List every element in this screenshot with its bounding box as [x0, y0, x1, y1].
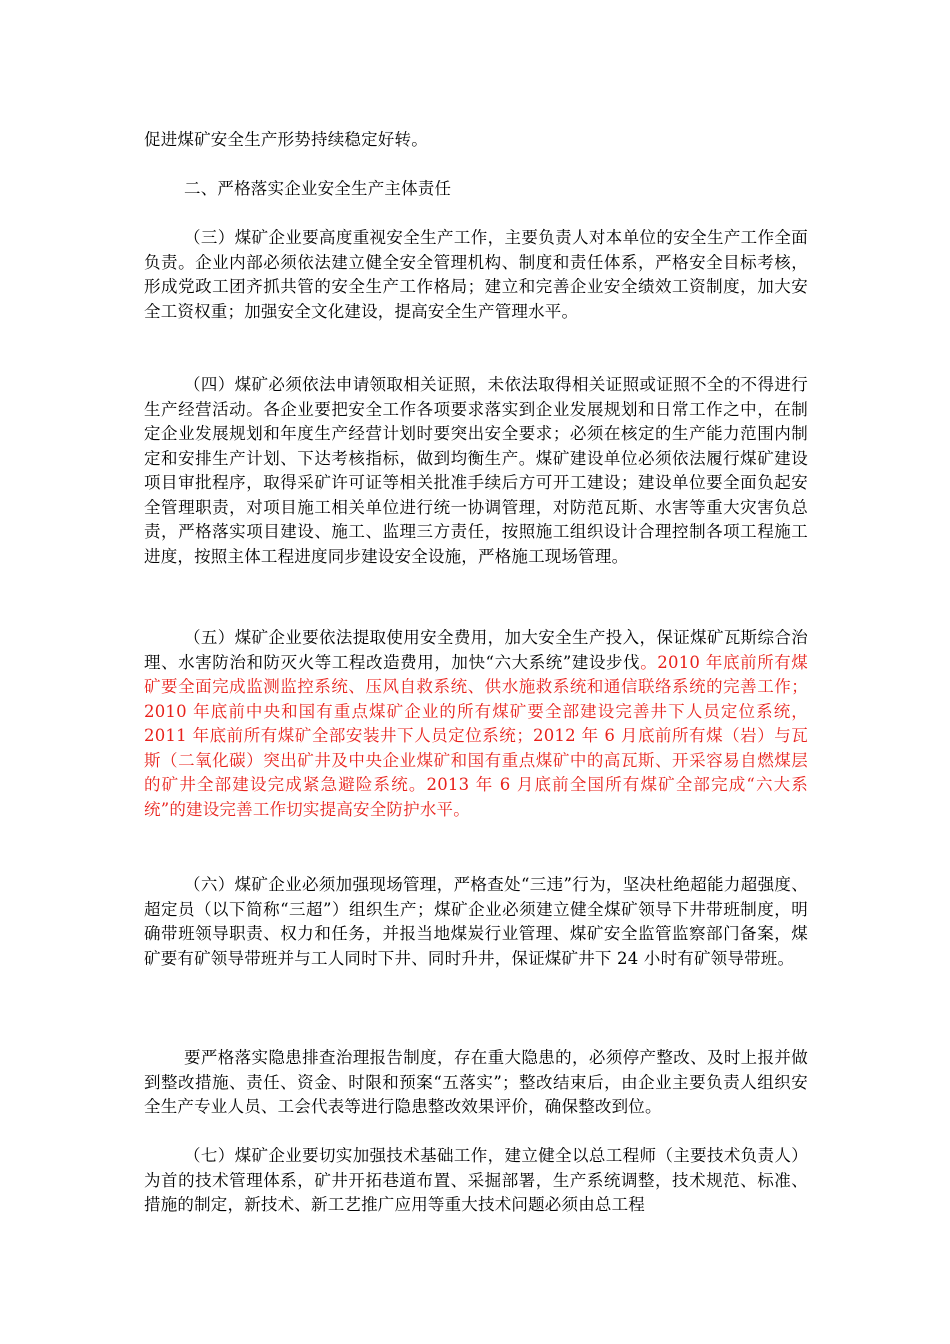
paragraph-item-4	[144, 373, 808, 569]
paragraph-text: （六）煤矿企业必须加强现场管理，严格查处“三违”行为，坚决杜绝超能力超强度、超定员（以下简称“三超”）组织生产；煤矿企业必须建立健全煤矿领导下井带班制度，明确带班领导职责、权力和任务，并报当地煤炭行业管理、煤矿安全监管监察部门备案，煤矿要有矿领导带班并与工人同时下井、同时升井，保证煤矿井下 24 小时有矿领导带班。	[144, 875, 808, 968]
highlighted-text: 。2010 年底前所有煤矿要全面完成监测监控系统、压风自救系统、供水施救系统和通信联络系统的完善工作；2010 年底前中央和国有重点煤矿企业的所有煤矿要全部建设完善井下人员定位系统，2011 年底前所有煤矿全部安装井下人员定位系统；2012 年 6 月底前所有煤（岩）与瓦斯（二氧化碳）突出矿井及中央企业煤矿和国有重点煤矿中的高瓦斯、开采容易自燃煤层的矿井全部建设完成紧急避险系统。2013 年 6 月底前全国所有煤矿全部完成“六大系统”的建设完善工作切实提高安全防护水平。	[144, 652, 809, 819]
paragraph-item-3	[144, 226, 808, 324]
section-heading-text: 二、严格落实企业安全生产主体责任	[184, 179, 452, 198]
section-heading	[144, 177, 808, 202]
paragraph-text: （三）煤矿企业要高度重视安全生产工作，主要负责人对本单位的安全生产工作全面负责。企业内部必须依法建立健全安全管理机构、制度和责任体系，严格安全目标考核，形成党政工团齐抓共管的安全生产工作格局；建立和完善企业安全绩效工资制度，加大安全工资权重；加强安全文化建设，提高安全生产管理水平。	[144, 228, 808, 321]
paragraph-text: （五）煤矿企业要依法提取使用安全费用，加大安全生产投入，保证煤矿瓦斯综合治理、水害防治和防灭火等工程改造费用，加快“六大系统”建设步伐	[144, 628, 808, 672]
paragraph-continuation	[144, 128, 808, 153]
paragraph-item-7	[144, 1144, 808, 1218]
paragraph-item-5	[144, 626, 808, 822]
paragraph-text: （四）煤矿必须依法申请领取相关证照，未依法取得相关证照或证照不全的不得进行生产经营活动。各企业要把安全工作各项要求落实到企业发展规划和日常工作之中，在制定企业发展规划和年度生产经营计划时要突出安全要求；必须在核定的生产能力范围内制定和安排生产计划、下达考核指标，做到均衡生产。煤矿建设单位必须依法履行煤矿建设项目审批程序，取得采矿许可证等相关批准手续后方可开工建设；建设单位要全面负起安全管理职责，对项目施工相关单位进行统一协调管理，对防范瓦斯、水害等重大灾害负总责，严格落实项目建设、施工、监理三方责任，按照施工组织设计合理控制各项工程施工进度，按照主体工程进度同步建设安全设施，严格施工现场管理。	[144, 375, 808, 566]
paragraph-text: 促进煤矿安全生产形势持续稳定好转。	[144, 130, 428, 149]
paragraph-text: 要严格落实隐患排查治理报告制度，存在重大隐患的，必须停产整改、及时上报并做到整改措施、责任、资金、时限和预案“五落实”；整改结束后，由企业主要负责人组织安全生产专业人员、工会代表等进行隐患整改效果评价，确保整改到位。	[144, 1048, 808, 1116]
paragraph-hazard-reporting	[144, 1046, 808, 1120]
paragraph-text: （七）煤矿企业要切实加强技术基础工作，建立健全以总工程师（主要技术负责人）为首的技术管理体系，矿井开拓巷道布置、采掘部署，生产系统调整，技术规范、标准、措施的制定，新技术、新工艺推广应用等重大技术问题必须由总工程	[144, 1146, 808, 1214]
paragraph-item-6	[144, 873, 808, 971]
